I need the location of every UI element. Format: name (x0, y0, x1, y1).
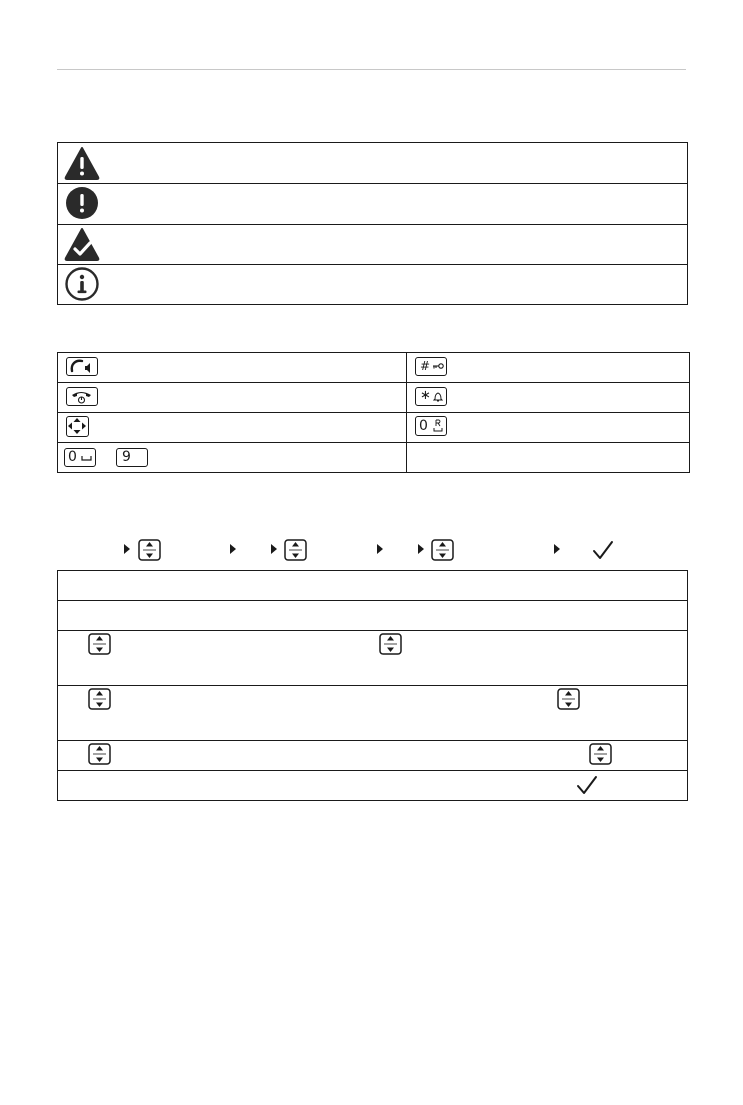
zero-recall-key-icon (415, 416, 447, 436)
key-divider (57, 442, 690, 443)
key-divider (57, 382, 690, 383)
control-key-icon (557, 688, 580, 710)
control-key-icon (88, 633, 111, 655)
arrow-icon (376, 543, 384, 555)
key-divider (57, 412, 690, 413)
hash-lock-key-icon (415, 357, 447, 376)
key-digit-hash: # (420, 359, 431, 373)
notice-divider (57, 264, 688, 265)
control-key-icon (66, 416, 89, 437)
key-digit-star: ∗ (420, 388, 431, 403)
check-triangle-icon (64, 227, 100, 261)
procedure-divider (57, 600, 688, 601)
notice-divider (57, 183, 688, 184)
arrow-icon (417, 543, 425, 555)
control-key-icon (88, 743, 111, 765)
zero-space-key-icon (64, 448, 96, 467)
header-rule (57, 69, 686, 70)
procedure-divider (57, 685, 688, 686)
end-power-key-icon (66, 387, 98, 406)
checkmark-icon (592, 540, 614, 560)
key-digit-nine: 9 (122, 449, 131, 465)
arrow-icon (229, 543, 237, 555)
procedure-divider (57, 740, 688, 741)
star-ringer-key-icon (415, 387, 447, 406)
control-key-icon (589, 743, 612, 765)
nine-key-icon (116, 448, 148, 467)
key-digit-zero: 0 (68, 449, 77, 465)
arrow-icon (270, 543, 278, 555)
control-key-icon (284, 539, 307, 561)
control-key-icon (431, 539, 454, 561)
talk-handsfree-key-icon (66, 357, 98, 376)
info-circle-icon (65, 267, 99, 301)
procedure-divider (57, 770, 688, 771)
control-key-icon (138, 539, 161, 561)
warning-triangle-icon (64, 146, 100, 180)
exclamation-circle-icon (65, 186, 99, 220)
arrow-icon (553, 543, 561, 555)
control-key-icon (88, 688, 111, 710)
checkmark-icon (576, 775, 598, 795)
key-digit-zero-recall: 0 (419, 418, 428, 434)
arrow-icon (123, 543, 131, 555)
key-column-divider (406, 352, 407, 473)
notice-divider (57, 224, 688, 225)
procedure-divider (57, 630, 688, 631)
control-key-icon (379, 633, 402, 655)
